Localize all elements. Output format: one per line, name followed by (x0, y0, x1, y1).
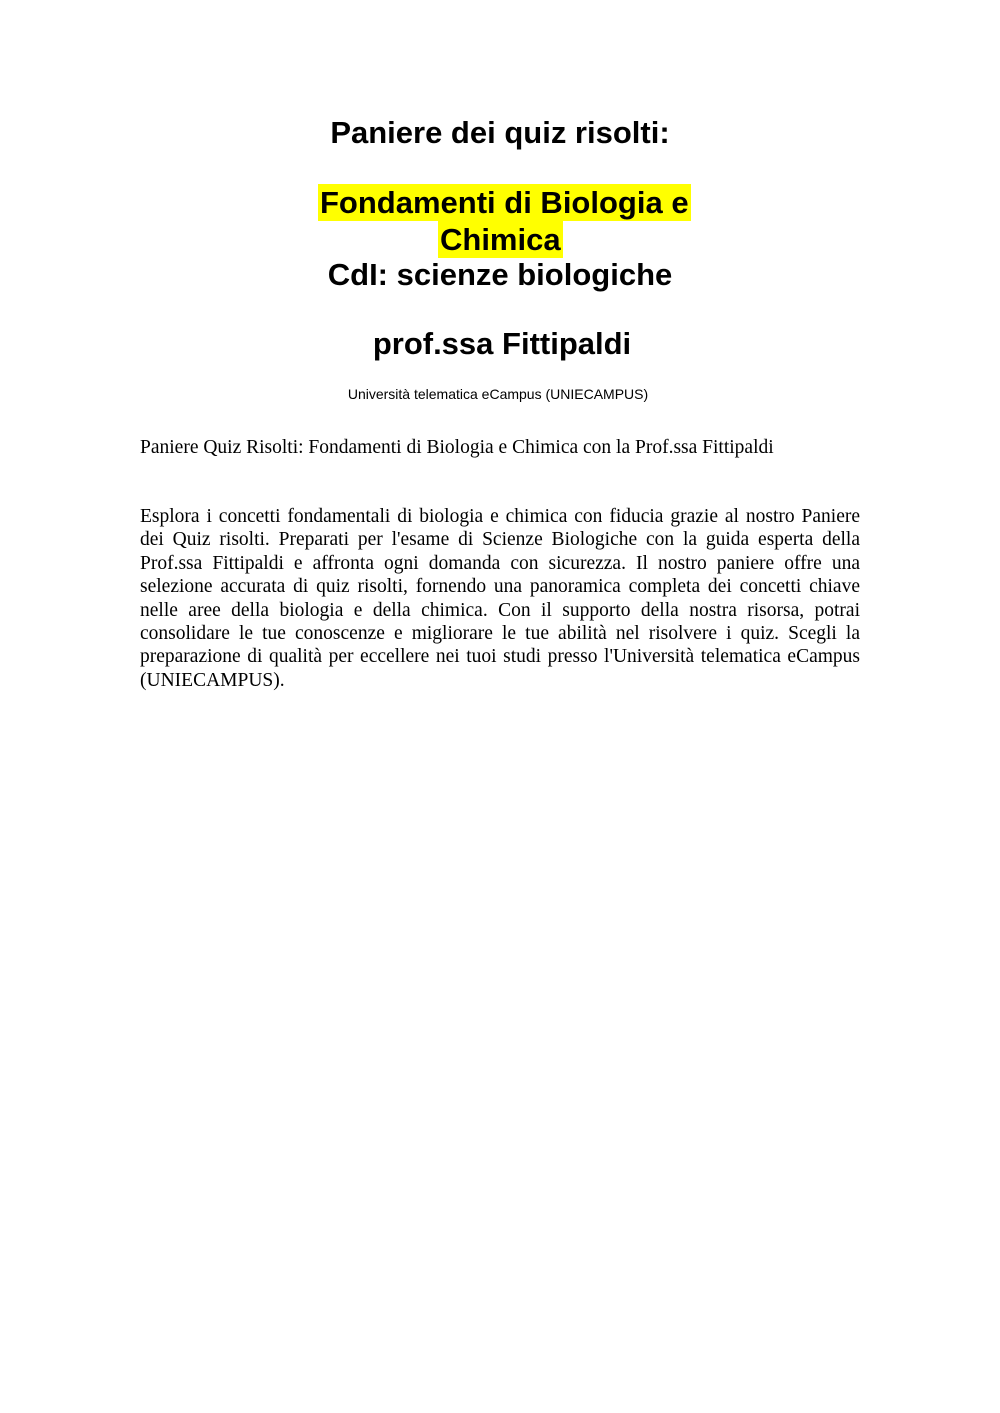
document-title: Paniere dei quiz risolti: (330, 115, 670, 150)
body-paragraph: Esplora i concetti fondamentali di biologia e chimica con fiducia grazie al nostro Paniere dei Quiz risolti. Preparati per l'esame di Scienze Biologiche con la guida esperta della Prof.ssa Fittipaldi e affronta ogni domanda con sicurezza. Il nostro paniere offre una selezione accurata di quiz risolti, fornendo una panoramica completa dei concetti chiave nelle aree della biologia e della chimica. Con il supporto della nostra risorsa, potrai consolidare le tue conoscenze e migliorare le tue abilità nel risolvere i quiz. Scegli la preparazione di qualità per eccellere nei tuoi studi presso l'Università telematica eCampus (UNIECAMPUS). (140, 506, 860, 691)
course-label: CdI: scienze biologiche (327, 257, 673, 292)
subject-title-line-2: Chimica (440, 222, 561, 257)
document-heading: Paniere Quiz Risolti: Fondamenti di Biologia e Chimica con la Prof.ssa Fittipaldi (140, 437, 774, 458)
university-name: Università telematica eCampus (UNIECAMPUS) (347, 386, 649, 402)
subject-title-line-1: Fondamenti di Biologia e (320, 185, 689, 220)
professor-name: prof.ssa Fittipaldi (372, 326, 632, 361)
